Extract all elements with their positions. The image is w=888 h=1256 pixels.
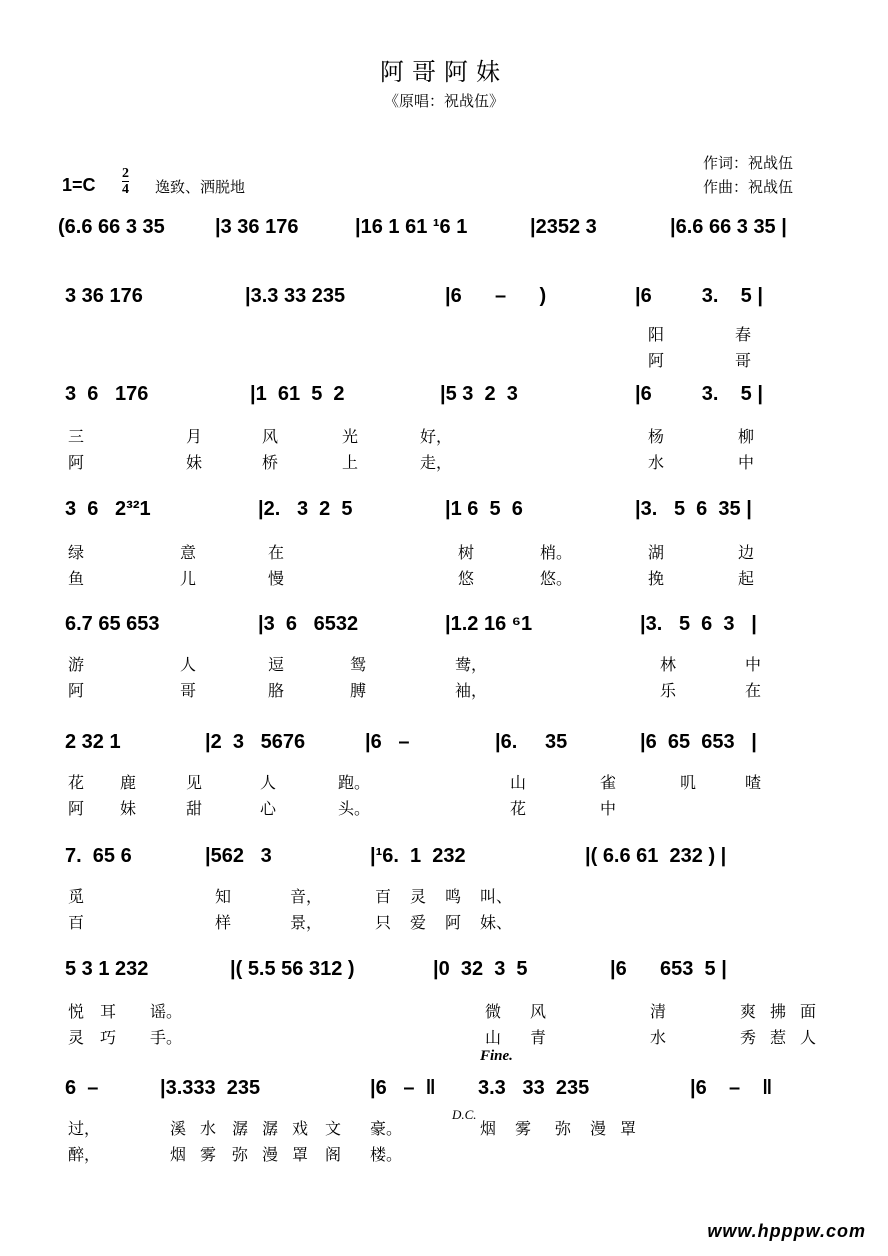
lyric-syllable: 灵 [68,1028,85,1047]
lyric-syllable: 谣。 [150,1002,183,1021]
lyric-syllable: 树 [458,543,475,562]
lyric-syllable: 鸣 [445,887,462,906]
lyric-syllable: 只 [375,913,392,932]
lyric-syllable: 觅 [68,887,85,906]
lyric-syllable: 走， [420,453,453,472]
lyric-syllable: 百 [375,887,392,906]
song-subtitle: 《原唱：祝战伍》 [383,92,504,110]
lyric-syllable: 跑。 [338,773,371,792]
lyric-syllable: 妹 [186,453,203,472]
lyric-syllable: 阁 [325,1145,342,1164]
lyric-syllable: 妹、 [480,913,513,932]
lyric-syllable: 潺 [262,1119,279,1138]
lyric-syllable: 百 [68,913,85,932]
lyric-syllable: 秀 [740,1028,757,1047]
lyric-syllable: 袖， [455,681,488,700]
lyric-syllable: 柳 [738,427,755,446]
song-title: 阿哥阿妹 [380,58,508,86]
lyric-syllable: 山 [510,773,527,792]
lyric-syllable: 绿 [68,543,85,562]
lyric-syllable: 阳 [648,325,665,344]
time-signature [122,166,129,197]
measure: |562 3 [205,845,272,867]
lyric-syllable: 耳 [100,1002,117,1021]
fine-marking: Fine. [480,1048,513,1064]
lyric-syllable: 见 [186,773,203,792]
measure: |1 61 5 2 [250,383,345,405]
measure: |0 32 3 5 [433,958,528,980]
lyric-syllable: 湖 [648,543,665,562]
lyric-syllable: 人 [800,1028,817,1047]
measure: 3 6 176 [65,383,149,405]
lyric-syllable: 罩 [292,1145,309,1164]
lyric-syllable: 叽 [680,773,697,792]
lyric-syllable: 头。 [338,799,371,818]
measure: |16 1 61 ¹6 1 [355,216,468,238]
lyric-syllable: 漫 [262,1145,279,1164]
lyric-syllable: 潺 [232,1119,249,1138]
lyric-syllable: 样 [215,913,232,932]
key-signature: 1=C [62,175,96,195]
lyricist-credit: 作词：祝战伍 [703,154,794,172]
lyric-syllable: 音， [290,887,323,906]
lyric-syllable: 三 [68,427,85,446]
lyric-syllable: 中 [600,799,617,818]
lyric-syllable: 春 [735,325,752,344]
measure: |( 6.6 61 232 ) | [585,845,727,867]
measure: (6.6 66 3 35 [58,216,165,238]
lyric-syllable: 在 [268,543,285,562]
lyric-syllable: 水 [200,1119,217,1138]
lyric-syllable: 阿 [68,453,85,472]
lyric-syllable: 慢 [268,569,285,588]
measure: |¹6. 1 232 [370,845,466,867]
measure: 3 6 2³²1 [65,498,151,520]
measure: |3.333 235 [160,1077,261,1099]
measure: 7. 65 6 [65,845,132,867]
watermark: www.hpppw.com [707,1221,866,1241]
lyric-syllable: 雾 [515,1119,532,1138]
lyric-syllable: 挽 [648,569,665,588]
lyric-syllable: 边 [738,543,755,562]
measure: |6 3. 5 | [635,285,763,307]
measure: |1.2 16 ⁶1 [445,613,533,635]
lyric-syllable: 上 [342,453,359,472]
lyric-syllable: 清 [650,1002,667,1021]
measure: 6 – [65,1077,99,1099]
lyric-syllable: 鱼 [68,569,85,588]
lyric-syllable: 巧 [100,1028,117,1047]
lyric-syllable: 鸳 [350,655,367,674]
lyric-syllable: 拂 [770,1002,787,1021]
lyric-syllable: 人 [260,773,277,792]
lyric-syllable: 山 [485,1028,502,1047]
lyric-syllable: 阿 [68,799,85,818]
measure: |( 5.5 56 312 ) [230,958,355,980]
measure: |6 – ‖ [690,1077,773,1099]
lyric-syllable: 喳 [745,773,762,792]
lyric-syllable: 起 [738,569,755,588]
measure: |3. 5 6 3 | [640,613,757,635]
lyric-syllable: 烟 [480,1119,497,1138]
dc-marking: D.C. [452,1107,477,1122]
measure: |2 3 5676 [205,731,306,753]
lyric-syllable: 景， [290,913,323,932]
lyric-syllable: 阿 [445,913,462,932]
lyric-syllable: 人 [180,655,197,674]
measure: 2 32 1 [65,731,121,753]
lyric-syllable: 甜 [186,799,203,818]
lyric-syllable: 好， [420,427,453,446]
lyric-syllable: 雀 [600,773,617,792]
measure: |6 65 653 | [640,731,757,753]
lyric-syllable: 文 [325,1119,342,1138]
measure: |6 – ) [445,285,547,307]
lyric-syllable: 阿 [648,351,665,370]
lyric-syllable: 弥 [232,1145,249,1164]
lyric-syllable: 知 [215,887,232,906]
measure: 3 36 176 [65,285,143,307]
lyric-syllable: 弥 [555,1119,572,1138]
lyric-syllable: 哥 [735,351,752,370]
lyric-syllable: 乐 [660,681,677,700]
composer-credit: 作曲：祝战伍 [703,178,794,196]
lyric-syllable: 花 [68,773,85,792]
tempo-marking: 逸致、洒脱地 [155,178,246,196]
lyric-syllable: 中 [745,655,762,674]
lyric-syllable: 烟 [170,1145,187,1164]
measure: |5 3 2 3 [440,383,518,405]
lyric-syllable: 妹 [120,799,137,818]
lyric-syllable: 叫、 [480,887,513,906]
lyric-syllable: 游 [68,655,85,674]
measure: |2. 3 2 5 [258,498,353,520]
lyric-syllable: 悠。 [540,569,573,588]
lyric-syllable: 雾 [200,1145,217,1164]
measure: |3 36 176 [215,216,299,238]
measure: |6.6 66 3 35 | [670,216,787,238]
lyric-syllable: 水 [650,1028,667,1047]
lyric-syllable: 水 [648,453,665,472]
lyric-syllable: 爽 [740,1002,757,1021]
lyric-syllable: 膊 [350,681,367,700]
measure: |1 6 5 6 [445,498,523,520]
meter-bottom: 4 [122,182,129,197]
lyric-syllable: 鹿 [120,773,137,792]
lyric-syllable: 在 [745,681,762,700]
measure: |6 3. 5 | [635,383,763,405]
lyric-syllable: 哥 [180,681,197,700]
lyric-syllable: 中 [738,453,755,472]
measure: |3. 5 6 35 | [635,498,752,520]
lyric-syllable: 罩 [620,1119,637,1138]
lyric-syllable: 爱 [410,913,427,932]
lyric-syllable: 楼。 [370,1145,403,1164]
lyric-syllable: 微 [485,1002,502,1021]
measure: 6.7 65 653 [65,613,160,635]
lyric-syllable: 胳 [268,681,285,700]
lyric-syllable: 灵 [410,887,427,906]
lyric-syllable: 风 [530,1002,547,1021]
lyric-syllable: 惹 [770,1028,787,1047]
lyric-syllable: 悦 [68,1002,85,1021]
lyric-syllable: 月 [186,427,203,446]
measure: |2352 3 [530,216,597,238]
lyric-syllable: 鸯， [455,655,488,674]
lyric-syllable: 青 [530,1028,547,1047]
lyric-syllable: 儿 [180,569,197,588]
measure: |6. 35 [495,731,568,753]
measure: 3.3 33 235 [478,1077,590,1099]
lyric-syllable: 桥 [262,453,279,472]
lyric-syllable: 心 [260,799,277,818]
lyric-syllable: 阿 [68,681,85,700]
lyric-syllable: 漫 [590,1119,607,1138]
lyric-syllable: 溪 [170,1119,187,1138]
measure: 5 3 1 232 [65,958,149,980]
lyric-syllable: 过， [68,1119,101,1138]
measure: |3.3 33 235 [245,285,346,307]
lyric-syllable: 手。 [150,1028,183,1047]
measure: |3 6 6532 [258,613,359,635]
lyric-syllable: 悠 [458,569,475,588]
measure: |6 – [365,731,410,753]
lyric-syllable: 戏 [292,1119,309,1138]
measure: |6 – ‖ [370,1077,436,1099]
lyric-syllable: 光 [342,427,359,446]
lyric-syllable: 醉， [68,1145,101,1164]
measure: |6 653 5 | [610,958,727,980]
lyric-syllable: 意 [180,543,197,562]
lyric-syllable: 逗 [268,655,285,674]
lyric-syllable: 林 [660,655,677,674]
meter-top: 2 [122,166,129,181]
lyric-syllable: 梢。 [540,543,573,562]
lyric-syllable: 豪。 [370,1119,403,1138]
lyric-syllable: 花 [510,799,527,818]
lyric-syllable: 面 [800,1002,817,1021]
lyric-syllable: 杨 [648,427,665,446]
lyric-syllable: 风 [262,427,279,446]
